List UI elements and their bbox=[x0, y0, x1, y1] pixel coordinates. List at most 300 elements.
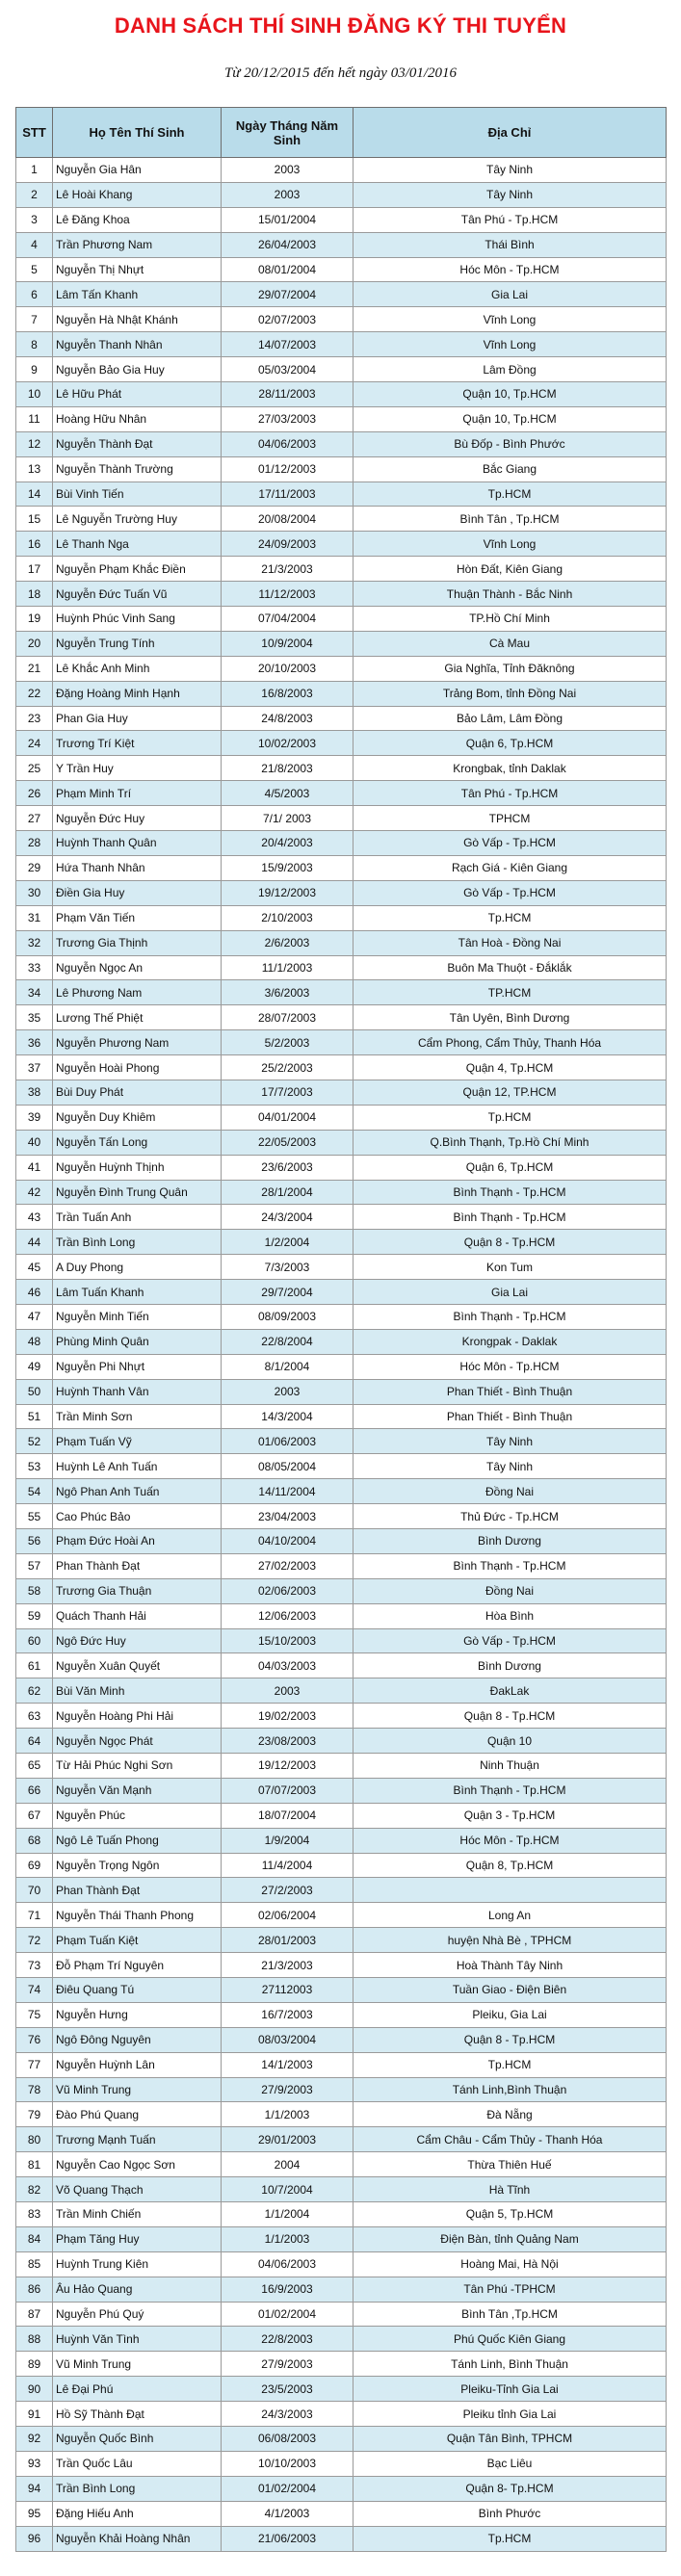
row-address: Gia Lai bbox=[354, 282, 667, 307]
row-dob: 22/8/2004 bbox=[222, 1329, 354, 1354]
table-row bbox=[16, 756, 667, 781]
row-stt: 13 bbox=[16, 456, 53, 481]
row-address: Bình Dương bbox=[354, 1528, 667, 1553]
row-address: Hòa Bình bbox=[354, 1603, 667, 1628]
row-stt: 26 bbox=[16, 781, 53, 806]
row-stt: 62 bbox=[16, 1678, 53, 1704]
row-stt: 12 bbox=[16, 431, 53, 456]
table-row bbox=[16, 1404, 667, 1429]
row-stt: 84 bbox=[16, 2226, 53, 2251]
row-name: Quách Thanh Hải bbox=[53, 1603, 222, 1628]
row-dob: 27/9/2003 bbox=[222, 2352, 354, 2377]
row-dob: 22/05/2003 bbox=[222, 1130, 354, 1155]
row-address: Hoàng Mai, Hà Nội bbox=[354, 2251, 667, 2277]
table-row bbox=[16, 1878, 667, 1903]
row-address: Quận 5, Tp.HCM bbox=[354, 2202, 667, 2227]
row-dob: 28/1/2004 bbox=[222, 1180, 354, 1205]
table-row bbox=[16, 1853, 667, 1878]
row-name: Ngô Phan Anh Tuấn bbox=[53, 1479, 222, 1504]
row-dob: 10/02/2003 bbox=[222, 731, 354, 756]
row-stt: 45 bbox=[16, 1255, 53, 1280]
row-stt: 11 bbox=[16, 406, 53, 431]
row-name: Nguyễn Phúc bbox=[53, 1803, 222, 1828]
table-row bbox=[16, 2127, 667, 2152]
row-dob: 02/06/2003 bbox=[222, 1578, 354, 1603]
table-row bbox=[16, 1055, 667, 1080]
table-row bbox=[16, 806, 667, 831]
row-address: Gò Vấp - Tp.HCM bbox=[354, 880, 667, 905]
row-name: Nguyễn Trung Tính bbox=[53, 631, 222, 656]
row-address: Thủ Đức - Tp.HCM bbox=[354, 1504, 667, 1529]
row-dob: 21/06/2003 bbox=[222, 2526, 354, 2551]
row-name: Nguyễn Phú Quý bbox=[53, 2302, 222, 2327]
row-stt: 81 bbox=[16, 2152, 53, 2177]
table-row bbox=[16, 980, 667, 1005]
row-dob: 01/02/2004 bbox=[222, 2476, 354, 2501]
row-name: Nguyễn Bảo Gia Huy bbox=[53, 357, 222, 382]
row-name: Nguyễn Thành Trường bbox=[53, 456, 222, 481]
row-address: Tân Uyên, Bình Dương bbox=[354, 1005, 667, 1030]
row-dob: 04/10/2004 bbox=[222, 1528, 354, 1553]
row-name: A Duy Phong bbox=[53, 1255, 222, 1280]
row-name: Nguyễn Hà Nhật Khánh bbox=[53, 307, 222, 332]
table-row bbox=[16, 1280, 667, 1305]
row-dob: 16/7/2003 bbox=[222, 2002, 354, 2027]
row-address: Quận 3 - Tp.HCM bbox=[354, 1803, 667, 1828]
row-address: Q.Bình Thạnh, Tp.Hồ Chí Minh bbox=[354, 1130, 667, 1155]
table-row bbox=[16, 855, 667, 880]
row-address: Bình Tân ,Tp.HCM bbox=[354, 2302, 667, 2327]
row-name: Phạm Tăng Huy bbox=[53, 2226, 222, 2251]
row-name: Trương Gia Thịnh bbox=[53, 930, 222, 955]
table-row bbox=[16, 2526, 667, 2551]
row-stt: 86 bbox=[16, 2277, 53, 2302]
row-stt: 32 bbox=[16, 930, 53, 955]
table-row bbox=[16, 1628, 667, 1653]
row-stt: 27 bbox=[16, 806, 53, 831]
table-row bbox=[16, 456, 667, 481]
row-name: Nguyễn Thanh Nhân bbox=[53, 332, 222, 357]
row-address: Gò Vấp - Tp.HCM bbox=[354, 1628, 667, 1653]
row-name: Nguyễn Quốc Bình bbox=[53, 2427, 222, 2452]
table-row bbox=[16, 607, 667, 632]
row-address: Cẩm Châu - Cẩm Thủy - Thanh Hóa bbox=[354, 2127, 667, 2152]
row-name: Đặng Hiếu Anh bbox=[53, 2501, 222, 2526]
row-stt: 5 bbox=[16, 257, 53, 282]
row-address: Kon Tum bbox=[354, 1255, 667, 1280]
row-name: Trương Trí Kiệt bbox=[53, 731, 222, 756]
row-address: Bình Thạnh - Tp.HCM bbox=[354, 1778, 667, 1803]
row-stt: 90 bbox=[16, 2377, 53, 2402]
table-row bbox=[16, 1379, 667, 1404]
row-name: Trần Phương Nam bbox=[53, 232, 222, 257]
row-stt: 59 bbox=[16, 1603, 53, 1628]
row-name: Cao Phúc Bảo bbox=[53, 1504, 222, 1529]
row-stt: 94 bbox=[16, 2476, 53, 2501]
row-address: Gò Vấp - Tp.HCM bbox=[354, 831, 667, 856]
row-stt: 44 bbox=[16, 1230, 53, 1255]
table-row bbox=[16, 1255, 667, 1280]
row-stt: 95 bbox=[16, 2501, 53, 2526]
row-name: Nguyễn Gia Hân bbox=[53, 158, 222, 183]
row-address: Tánh Linh,Bình Thuận bbox=[354, 2077, 667, 2102]
row-stt: 60 bbox=[16, 1628, 53, 1653]
row-stt: 54 bbox=[16, 1479, 53, 1504]
row-stt: 56 bbox=[16, 1528, 53, 1553]
row-stt: 35 bbox=[16, 1005, 53, 1030]
row-stt: 24 bbox=[16, 731, 53, 756]
table-row bbox=[16, 507, 667, 532]
row-stt: 15 bbox=[16, 507, 53, 532]
row-dob: 01/02/2004 bbox=[222, 2302, 354, 2327]
table-row bbox=[16, 905, 667, 930]
row-stt: 25 bbox=[16, 756, 53, 781]
row-address: Thuận Thành - Bắc Ninh bbox=[354, 582, 667, 607]
row-dob: 15/10/2003 bbox=[222, 1628, 354, 1653]
row-dob: 14/1/2003 bbox=[222, 2052, 354, 2077]
row-stt: 75 bbox=[16, 2002, 53, 2027]
table-row bbox=[16, 2377, 667, 2402]
table-row bbox=[16, 1828, 667, 1853]
table-row bbox=[16, 1105, 667, 1130]
row-stt: 1 bbox=[16, 158, 53, 183]
table-row bbox=[16, 332, 667, 357]
row-stt: 73 bbox=[16, 1953, 53, 1978]
row-address: Bình Thạnh - Tp.HCM bbox=[354, 1205, 667, 1230]
row-name: Đỗ Phạm Trí Nguyên bbox=[53, 1953, 222, 1978]
row-name: Lâm Tuấn Khanh bbox=[53, 1280, 222, 1305]
row-name: Nguyễn Duy Khiêm bbox=[53, 1105, 222, 1130]
row-stt: 93 bbox=[16, 2451, 53, 2476]
row-name: Nguyễn Hoài Phong bbox=[53, 1055, 222, 1080]
row-dob: 2/10/2003 bbox=[222, 905, 354, 930]
row-dob: 25/2/2003 bbox=[222, 1055, 354, 1080]
row-name: Phạm Đức Hoài An bbox=[53, 1528, 222, 1553]
row-address: Tân Hoà - Đồng Nai bbox=[354, 930, 667, 955]
row-dob: 5/2/2003 bbox=[222, 1030, 354, 1055]
row-address: ĐakLak bbox=[354, 1678, 667, 1704]
table-row bbox=[16, 2451, 667, 2476]
row-dob: 20/08/2004 bbox=[222, 507, 354, 532]
row-dob: 27/9/2003 bbox=[222, 2077, 354, 2102]
row-name: Nguyễn Đức Huy bbox=[53, 806, 222, 831]
row-dob: 4/1/2003 bbox=[222, 2501, 354, 2526]
row-address: Tp.HCM bbox=[354, 2526, 667, 2551]
row-dob: 15/9/2003 bbox=[222, 855, 354, 880]
row-dob: 08/09/2003 bbox=[222, 1304, 354, 1329]
table-row bbox=[16, 1155, 667, 1180]
row-address: Tây Ninh bbox=[354, 182, 667, 207]
row-name: Trần Minh Chiến bbox=[53, 2202, 222, 2227]
table-row bbox=[16, 2327, 667, 2352]
table-row bbox=[16, 1553, 667, 1578]
table-row bbox=[16, 1205, 667, 1230]
row-address: Hóc Môn - Tp.HCM bbox=[354, 1828, 667, 1853]
table-row bbox=[16, 357, 667, 382]
table-row bbox=[16, 1978, 667, 2003]
row-name: Huỳnh Lê Anh Tuấn bbox=[53, 1454, 222, 1479]
row-address: Bù Đốp - Bình Phước bbox=[354, 431, 667, 456]
row-dob: 16/8/2003 bbox=[222, 681, 354, 706]
row-address: Hóc Môn - Tp.HCM bbox=[354, 1354, 667, 1379]
row-name: Trần Bình Long bbox=[53, 1230, 222, 1255]
row-stt: 68 bbox=[16, 1828, 53, 1853]
row-address: Đà Nẵng bbox=[354, 2102, 667, 2127]
row-name: Nguyễn Ngọc An bbox=[53, 955, 222, 980]
row-dob: 11/12/2003 bbox=[222, 582, 354, 607]
row-dob: 17/11/2003 bbox=[222, 481, 354, 507]
table-row bbox=[16, 1903, 667, 1928]
row-stt: 37 bbox=[16, 1055, 53, 1080]
row-dob: 17/7/2003 bbox=[222, 1080, 354, 1105]
row-dob: 07/04/2004 bbox=[222, 607, 354, 632]
row-address: Quận 6, Tp.HCM bbox=[354, 731, 667, 756]
row-name: Phan Gia Huy bbox=[53, 706, 222, 731]
row-address: huyện Nhà Bè , TPHCM bbox=[354, 1928, 667, 1953]
table-row bbox=[16, 232, 667, 257]
row-dob: 7/3/2003 bbox=[222, 1255, 354, 1280]
row-dob: 29/07/2004 bbox=[222, 282, 354, 307]
row-name: Hồ Sỹ Thành Đạt bbox=[53, 2402, 222, 2427]
row-stt: 39 bbox=[16, 1105, 53, 1130]
row-stt: 89 bbox=[16, 2352, 53, 2377]
row-dob: 24/3/2004 bbox=[222, 1205, 354, 1230]
row-dob: 28/07/2003 bbox=[222, 1005, 354, 1030]
table-row bbox=[16, 2402, 667, 2427]
row-name: Huỳnh Văn Tình bbox=[53, 2327, 222, 2352]
row-address: Rạch Giá - Kiên Giang bbox=[354, 855, 667, 880]
table-row bbox=[16, 2077, 667, 2102]
row-address: Quận 10, Tp.HCM bbox=[354, 406, 667, 431]
row-name: Trương Mạnh Tuấn bbox=[53, 2127, 222, 2152]
table-row bbox=[16, 1928, 667, 1953]
row-dob: 01/06/2003 bbox=[222, 1429, 354, 1454]
table-row bbox=[16, 2476, 667, 2501]
row-dob: 2003 bbox=[222, 1678, 354, 1704]
table-row bbox=[16, 781, 667, 806]
table-row bbox=[16, 307, 667, 332]
row-name: Nguyễn Hưng bbox=[53, 2002, 222, 2027]
row-name: Phan Thành Đạt bbox=[53, 1878, 222, 1903]
row-dob: 29/7/2004 bbox=[222, 1280, 354, 1305]
row-address: Điện Bàn, tỉnh Quảng Nam bbox=[354, 2226, 667, 2251]
row-name: Phạm Minh Trí bbox=[53, 781, 222, 806]
row-stt: 92 bbox=[16, 2427, 53, 2452]
row-dob: 04/06/2003 bbox=[222, 2251, 354, 2277]
row-name: Nguyễn Khải Hoàng Nhân bbox=[53, 2526, 222, 2551]
row-address: Long An bbox=[354, 1903, 667, 1928]
row-name: Nguyễn Thái Thanh Phong bbox=[53, 1903, 222, 1928]
row-address: Bạc Liêu bbox=[354, 2451, 667, 2476]
row-dob: 19/12/2003 bbox=[222, 1754, 354, 1779]
table-header-row bbox=[16, 108, 667, 158]
row-dob: 26/04/2003 bbox=[222, 232, 354, 257]
row-stt: 48 bbox=[16, 1329, 53, 1354]
row-dob: 05/03/2004 bbox=[222, 357, 354, 382]
row-dob: 24/8/2003 bbox=[222, 706, 354, 731]
row-stt: 18 bbox=[16, 582, 53, 607]
row-dob: 7/1/ 2003 bbox=[222, 806, 354, 831]
row-name: Nguyễn Đình Trung Quân bbox=[53, 1180, 222, 1205]
row-dob: 1/1/2003 bbox=[222, 2226, 354, 2251]
row-stt: 29 bbox=[16, 855, 53, 880]
table-row bbox=[16, 431, 667, 456]
row-dob: 04/03/2003 bbox=[222, 1653, 354, 1678]
row-stt: 20 bbox=[16, 631, 53, 656]
row-name: Nguyễn Phương Nam bbox=[53, 1030, 222, 1055]
row-stt: 52 bbox=[16, 1429, 53, 1454]
row-dob: 21/8/2003 bbox=[222, 756, 354, 781]
row-dob: 27/03/2003 bbox=[222, 406, 354, 431]
row-stt: 57 bbox=[16, 1553, 53, 1578]
row-name: Huỳnh Thanh Quân bbox=[53, 831, 222, 856]
table-row bbox=[16, 1429, 667, 1454]
row-address: Phan Thiết - Bình Thuận bbox=[354, 1379, 667, 1404]
row-dob: 10/10/2003 bbox=[222, 2451, 354, 2476]
table-row bbox=[16, 1778, 667, 1803]
row-dob: 24/09/2003 bbox=[222, 532, 354, 557]
row-name: Nguyễn Văn Mạnh bbox=[53, 1778, 222, 1803]
row-dob: 8/1/2004 bbox=[222, 1354, 354, 1379]
row-dob: 16/9/2003 bbox=[222, 2277, 354, 2302]
row-stt: 67 bbox=[16, 1803, 53, 1828]
row-name: Lâm Tấn Khanh bbox=[53, 282, 222, 307]
row-address: Quận 10, Tp.HCM bbox=[354, 382, 667, 407]
row-name: Huỳnh Trung Kiên bbox=[53, 2251, 222, 2277]
row-dob: 08/01/2004 bbox=[222, 257, 354, 282]
row-dob: 01/12/2003 bbox=[222, 456, 354, 481]
table-row bbox=[16, 207, 667, 232]
row-dob: 06/08/2003 bbox=[222, 2427, 354, 2452]
row-address: Tp.HCM bbox=[354, 905, 667, 930]
table-row bbox=[16, 1230, 667, 1255]
row-dob: 12/06/2003 bbox=[222, 1603, 354, 1628]
table-row bbox=[16, 382, 667, 407]
row-address: Quận 8, Tp.HCM bbox=[354, 1853, 667, 1878]
row-address bbox=[354, 1878, 667, 1903]
row-dob: 07/07/2003 bbox=[222, 1778, 354, 1803]
table-row bbox=[16, 1080, 667, 1105]
row-stt: 58 bbox=[16, 1578, 53, 1603]
row-name: Lê Khắc Anh Minh bbox=[53, 656, 222, 681]
row-name: Đào Phú Quang bbox=[53, 2102, 222, 2127]
row-dob: 15/01/2004 bbox=[222, 207, 354, 232]
row-dob: 08/05/2004 bbox=[222, 1454, 354, 1479]
table-row bbox=[16, 2027, 667, 2052]
table-row bbox=[16, 2152, 667, 2177]
row-address: Trảng Bom, tỉnh Đồng Nai bbox=[354, 681, 667, 706]
table-row bbox=[16, 2302, 667, 2327]
row-stt: 31 bbox=[16, 905, 53, 930]
table-row bbox=[16, 1304, 667, 1329]
table-row bbox=[16, 1329, 667, 1354]
table-row bbox=[16, 2177, 667, 2202]
row-dob: 10/7/2004 bbox=[222, 2177, 354, 2202]
row-address: Quận 4, Tp.HCM bbox=[354, 1055, 667, 1080]
date-range-subtitle: Từ 20/12/2015 đến hết ngày 03/01/2016 bbox=[223, 65, 458, 81]
row-dob: 2003 bbox=[222, 1379, 354, 1404]
row-stt: 53 bbox=[16, 1454, 53, 1479]
row-name: Phạm Tuấn Kiệt bbox=[53, 1928, 222, 1953]
row-address: Tp.HCM bbox=[354, 1105, 667, 1130]
row-name: Trần Quốc Lâu bbox=[53, 2451, 222, 2476]
row-address: Hòn Đất, Kiên Giang bbox=[354, 557, 667, 582]
row-address: Gia Nghĩa, Tỉnh Đăknông bbox=[354, 656, 667, 681]
row-name: Nguyễn Huỳnh Thịnh bbox=[53, 1155, 222, 1180]
row-name: Nguyễn Đức Tuấn Vũ bbox=[53, 582, 222, 607]
table-row bbox=[16, 1678, 667, 1704]
row-address: Tây Ninh bbox=[354, 158, 667, 183]
row-dob: 23/6/2003 bbox=[222, 1155, 354, 1180]
row-name: Nguyễn Xuân Quyết bbox=[53, 1653, 222, 1678]
row-stt: 2 bbox=[16, 182, 53, 207]
row-name: Nguyễn Tấn Long bbox=[53, 1130, 222, 1155]
table-row bbox=[16, 2352, 667, 2377]
table-row bbox=[16, 2427, 667, 2452]
table-row bbox=[16, 2226, 667, 2251]
row-name: Nguyễn Ngọc Phát bbox=[53, 1729, 222, 1754]
row-address: Bình Thạnh - Tp.HCM bbox=[354, 1304, 667, 1329]
row-address: TP.HCM bbox=[354, 980, 667, 1005]
row-dob: 14/11/2004 bbox=[222, 1479, 354, 1504]
row-stt: 63 bbox=[16, 1704, 53, 1729]
row-address: Quận 8 - Tp.HCM bbox=[354, 1230, 667, 1255]
table-row bbox=[16, 681, 667, 706]
table-row bbox=[16, 831, 667, 856]
row-stt: 72 bbox=[16, 1928, 53, 1953]
table-row bbox=[16, 1803, 667, 1828]
row-name: Nguyễn Trọng Ngôn bbox=[53, 1853, 222, 1878]
row-dob: 2003 bbox=[222, 158, 354, 183]
row-address: Quận 8 - Tp.HCM bbox=[354, 1704, 667, 1729]
table-row bbox=[16, 1704, 667, 1729]
row-dob: 04/01/2004 bbox=[222, 1105, 354, 1130]
row-address: Quận 12, TP.HCM bbox=[354, 1080, 667, 1105]
table-row bbox=[16, 2002, 667, 2027]
row-address: Tân Phú - Tp.HCM bbox=[354, 207, 667, 232]
row-address: Tp.HCM bbox=[354, 481, 667, 507]
row-dob: 23/08/2003 bbox=[222, 1729, 354, 1754]
table-row bbox=[16, 1653, 667, 1678]
row-name: Phạm Tuấn Vỹ bbox=[53, 1429, 222, 1454]
row-stt: 66 bbox=[16, 1778, 53, 1803]
row-stt: 76 bbox=[16, 2027, 53, 2052]
row-name: Vũ Minh Trung bbox=[53, 2352, 222, 2377]
row-dob: 19/02/2003 bbox=[222, 1704, 354, 1729]
table-row bbox=[16, 1953, 667, 1978]
row-address: Tp.HCM bbox=[354, 2052, 667, 2077]
row-name: Nguyễn Phạm Khắc Điền bbox=[53, 557, 222, 582]
table-row bbox=[16, 2202, 667, 2227]
row-dob: 2003 bbox=[222, 182, 354, 207]
table-row bbox=[16, 1030, 667, 1055]
row-stt: 46 bbox=[16, 1280, 53, 1305]
row-address: Hóc Môn - Tp.HCM bbox=[354, 257, 667, 282]
column-header-address: Địa Chỉ bbox=[354, 108, 667, 158]
row-name: Lê Hữu Phát bbox=[53, 382, 222, 407]
row-name: Huỳnh Phúc Vinh Sang bbox=[53, 607, 222, 632]
row-dob: 27112003 bbox=[222, 1978, 354, 2003]
row-name: Nguyễn Huỳnh Lân bbox=[53, 2052, 222, 2077]
row-stt: 8 bbox=[16, 332, 53, 357]
row-dob: 23/04/2003 bbox=[222, 1504, 354, 1529]
row-address: Đồng Nai bbox=[354, 1578, 667, 1603]
row-dob: 1/9/2004 bbox=[222, 1828, 354, 1853]
row-stt: 38 bbox=[16, 1080, 53, 1105]
table-row bbox=[16, 1603, 667, 1628]
row-name: Võ Quang Thạch bbox=[53, 2177, 222, 2202]
row-stt: 47 bbox=[16, 1304, 53, 1329]
